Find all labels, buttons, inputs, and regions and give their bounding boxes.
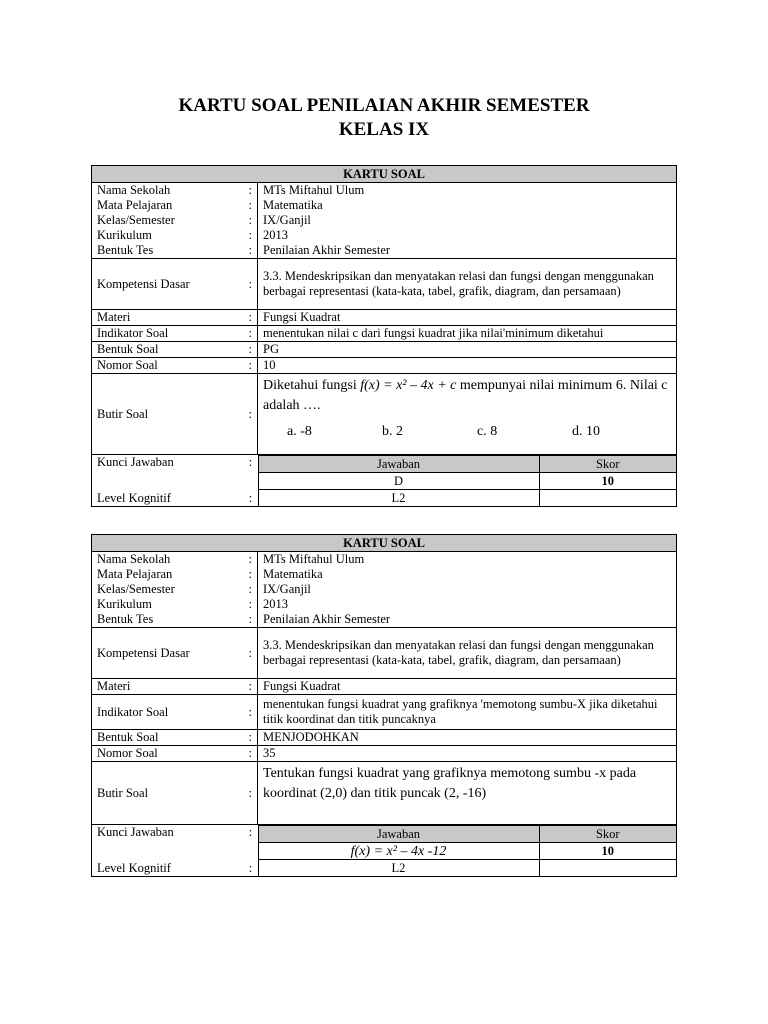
kartu-soal-1: KARTU SOAL Nama Sekolah : MTs Miftahul Ulum Mata Pelajaran : Matematika Kelas/Semester : IX/Ganjil Kurikulum : 2013 Bentuk Tes : Penilaian Akhir Semester Kompetensi Dasar : 3.3. Mendeskripsikan dan menyatakan relasi dan fungsi dengan menggunakan berbagai representasi (kata-kata, tabel, grafik, diagram, dan persamaan) Materi : Fungsi Kuadrat Indikator Soal : menentukan nilai c dari fungsi kuadrat jika nilai'minimum diketahui Bentuk Soal : PG Nomor Soal : 10 Butir Soal : Diketahui fungsi f(x) = x² – 4x + c mempunyai nilai minimum 6. Nilai c adalah …. a. -8 b. 2 c. 8 d. 10 Kunci Jawaban : Jawaban Skor D 10 Level Kognitif : L2 bbox=[91, 165, 677, 507]
skor-header: Skor bbox=[539, 456, 676, 473]
level-kognitif-value: L2 bbox=[258, 490, 539, 506]
jawaban-header: Jawaban bbox=[258, 826, 539, 843]
kurikulum-value: 2013 bbox=[258, 597, 677, 612]
kompetensi-dasar-value: 3.3. Mendeskripsikan dan menyatakan relasi dan fungsi dengan menggunakan berbagai representasi (kata-kata, tabel, grafik, diagram, dan persamaan) bbox=[258, 628, 677, 679]
label-bentuk-tes: Bentuk Tes bbox=[92, 243, 244, 259]
document-title: KARTU SOAL PENILAIAN AKHIR SEMESTER bbox=[178, 95, 590, 116]
option-a: a. -8 bbox=[287, 424, 312, 439]
label-kunci-jawaban: Kunci Jawaban bbox=[92, 455, 244, 491]
label-nama-sekolah: Nama Sekolah bbox=[92, 183, 244, 199]
card-header: KARTU SOAL bbox=[92, 535, 677, 552]
label-kompetensi-dasar: Kompetensi Dasar bbox=[92, 628, 244, 679]
nomor-soal-value: 35 bbox=[258, 746, 677, 762]
materi-value: Fungsi Kuadrat bbox=[258, 679, 677, 695]
kompetensi-dasar-value: 3.3. Mendeskripsikan dan menyatakan relasi dan fungsi dengan menggunakan berbagai representasi (kata-kata, tabel, grafik, diagram, dan persamaan) bbox=[258, 259, 677, 310]
label-mata-pelajaran: Mata Pelajaran bbox=[92, 567, 244, 582]
nama-sekolah-value: MTs Miftahul Ulum bbox=[258, 552, 677, 568]
nomor-soal-value: 10 bbox=[258, 358, 677, 374]
indikator-soal-value: menentukan fungsi kuadrat yang grafiknya 'memotong sumbu-X jika diketahui titik koordinat dan titik puncaknya bbox=[258, 695, 677, 730]
materi-value: Fungsi Kuadrat bbox=[258, 310, 677, 326]
label-kurikulum: Kurikulum bbox=[92, 228, 244, 243]
kelas-semester-value: IX/Ganjil bbox=[258, 213, 677, 228]
label-materi: Materi bbox=[92, 310, 244, 326]
bentuk-soal-value: MENJODOHKAN bbox=[258, 730, 677, 746]
skor-value: 10 bbox=[539, 843, 676, 860]
kunci-jawaban-table bbox=[258, 825, 677, 860]
label-kurikulum: Kurikulum bbox=[92, 597, 244, 612]
label-mata-pelajaran: Mata Pelajaran bbox=[92, 198, 244, 213]
skor-value: 10 bbox=[539, 473, 676, 490]
label-butir-soal: Butir Soal bbox=[92, 762, 244, 825]
card-header: KARTU SOAL bbox=[92, 166, 677, 183]
bentuk-soal-value: PG bbox=[258, 342, 677, 358]
label-level-kognitif: Level Kognitif bbox=[92, 860, 244, 877]
label-indikator-soal: Indikator Soal bbox=[92, 695, 244, 730]
butir-soal-text: Diketahui fungsi f(x) = x² – 4x + c mempunyai nilai minimum 6. Nilai c adalah …. bbox=[263, 378, 668, 413]
mata-pelajaran-value: Matematika bbox=[258, 198, 677, 213]
bentuk-tes-value: Penilaian Akhir Semester bbox=[258, 612, 677, 628]
indikator-soal-value: menentukan nilai c dari fungsi kuadrat jika nilai'minimum diketahui bbox=[258, 326, 677, 342]
bentuk-tes-value: Penilaian Akhir Semester bbox=[258, 243, 677, 259]
answer-options bbox=[263, 424, 671, 439]
label-level-kognitif: Level Kognitif bbox=[92, 490, 244, 507]
nama-sekolah-value: MTs Miftahul Ulum bbox=[258, 183, 677, 199]
jawaban-value: f(x) = x² – 4x -12 bbox=[350, 843, 447, 859]
butir-soal-formula: f(x) = x² – 4x + c bbox=[360, 378, 457, 393]
label-bentuk-tes: Bentuk Tes bbox=[92, 612, 244, 628]
kunci-jawaban-table bbox=[258, 455, 677, 490]
level-kognitif-value: L2 bbox=[258, 860, 539, 876]
label-butir-soal: Butir Soal bbox=[92, 374, 244, 455]
jawaban-value: D bbox=[258, 473, 539, 490]
label-materi: Materi bbox=[92, 679, 244, 695]
label-nomor-soal: Nomor Soal bbox=[92, 746, 244, 762]
label-indikator-soal: Indikator Soal bbox=[92, 326, 244, 342]
skor-header: Skor bbox=[539, 826, 676, 843]
option-b: b. 2 bbox=[382, 424, 403, 439]
label-bentuk-soal: Bentuk Soal bbox=[92, 730, 244, 746]
kurikulum-value: 2013 bbox=[258, 228, 677, 243]
label-kunci-jawaban: Kunci Jawaban bbox=[92, 825, 244, 861]
label-kelas-semester: Kelas/Semester bbox=[92, 582, 244, 597]
label-nomor-soal: Nomor Soal bbox=[92, 358, 244, 374]
butir-soal-text: Tentukan fungsi kuadrat yang grafiknya memotong sumbu -x pada koordinat (2,0) dan titik puncak (2, -16) bbox=[263, 766, 637, 801]
jawaban-header: Jawaban bbox=[258, 456, 539, 473]
document-subtitle: KELAS IX bbox=[338, 119, 430, 140]
butir-soal-value bbox=[258, 374, 677, 455]
kelas-semester-value: IX/Ganjil bbox=[258, 582, 677, 597]
label-kompetensi-dasar: Kompetensi Dasar bbox=[92, 259, 244, 310]
option-d: d. 10 bbox=[572, 424, 600, 439]
kartu-soal-2: KARTU SOAL Nama Sekolah : MTs Miftahul Ulum Mata Pelajaran : Matematika Kelas/Semester : IX/Ganjil Kurikulum : 2013 Bentuk Tes : Penilaian Akhir Semester Kompetensi Dasar : 3.3. Mendeskripsikan dan menyatakan relasi dan fungsi dengan menggunakan berbagai representasi (kata-kata, tabel, grafik, diagram, dan persamaan) Materi : Fungsi Kuadrat Indikator Soal : menentukan fungsi kuadrat yang grafiknya 'memotong sumbu-X jika diketahui titik koordinat dan titik puncaknya Bentuk Soal : MENJODOHKAN Nomor Soal : 35 Butir Soal : Tentukan fungsi kuadrat yang grafiknya memotong sumbu -x pada koordinat (2,0) dan titik puncak (2, -16) Kunci Jawaban : Jawaban Skor f(x) = x² – 4x -12 10 Level Kognitif : L2 bbox=[91, 534, 677, 877]
label-nama-sekolah: Nama Sekolah bbox=[92, 552, 244, 568]
option-c: c. 8 bbox=[477, 424, 498, 439]
mata-pelajaran-value: Matematika bbox=[258, 567, 677, 582]
label-kelas-semester: Kelas/Semester bbox=[92, 213, 244, 228]
label-bentuk-soal: Bentuk Soal bbox=[92, 342, 244, 358]
